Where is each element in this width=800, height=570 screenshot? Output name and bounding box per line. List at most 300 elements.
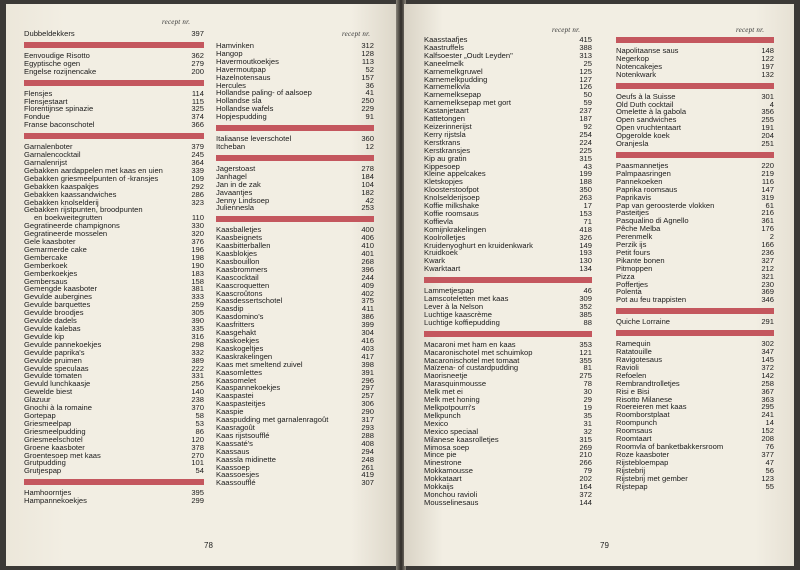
page-number-left: 78 (204, 541, 213, 550)
entry-title: Kaasballetjes (216, 225, 262, 235)
section-divider-bar (216, 216, 374, 222)
section-divider-bar (24, 42, 204, 48)
entry-title: Juliennesla (216, 203, 254, 213)
entry-title: Kaneelmelk (424, 58, 464, 68)
index-entry (216, 479, 374, 487)
entry-recipe-number: 266 (579, 458, 592, 468)
entry-title: Old Duth cocktail (616, 99, 674, 109)
entry-recipe-number: 193 (579, 248, 592, 258)
entry-recipe-number: 115 (191, 96, 204, 106)
index-entry (616, 318, 774, 326)
entry-recipe-number: 198 (191, 252, 204, 262)
entry-title: Pot au feu trappisten (616, 295, 687, 305)
entry-recipe-number: 251 (761, 139, 774, 149)
entry-recipe-number: 126 (579, 82, 592, 92)
entry-title: Gevulde tomaten (24, 371, 82, 381)
entry-recipe-number: 315 (579, 153, 592, 163)
entry-title: Gele kaasboter (24, 237, 76, 247)
entry-recipe-number: 145 (761, 355, 774, 364)
section-divider-bar (616, 83, 774, 89)
entry-title: Koffie milkshake (424, 201, 480, 211)
entry-recipe-number: 278 (361, 163, 374, 173)
entry-recipe-number: 236 (761, 247, 774, 257)
entry-recipe-number: 36 (365, 80, 374, 90)
entry-recipe-number: 399 (361, 320, 374, 330)
entry-title: Gembersaus (24, 276, 68, 286)
entry-recipe-number: 396 (361, 264, 374, 274)
entry-title: Roze kaasboter (616, 449, 670, 459)
entry-title: Fondue (24, 112, 50, 122)
entry-title: Griesmeelschotel (24, 434, 83, 444)
entry-title: Kaaspudding met garnalenragoût (216, 415, 329, 425)
entry-recipe-number: 254 (579, 129, 592, 139)
index-column-4 (616, 33, 774, 490)
section-divider-bar (24, 133, 204, 139)
entry-recipe-number: 263 (579, 193, 592, 203)
entry-title: Ramequin (616, 339, 651, 349)
entry-recipe-number: 323 (191, 197, 204, 207)
entry-recipe-number: 199 (579, 169, 592, 179)
index-entry (424, 412, 592, 420)
page-number-right: 79 (600, 541, 609, 550)
entry-title: Janhagel (216, 171, 247, 181)
entry-recipe-number: 248 (361, 454, 374, 464)
entry-title: Eenvoudige Risotto (24, 50, 90, 60)
entry-title: Gembercake (24, 252, 68, 262)
entry-title: Paprika roomsaus (616, 184, 678, 194)
entry-recipe-number: 196 (191, 244, 204, 254)
entry-title: Kruidenyoghurt en kruidenkwark (424, 240, 533, 250)
entry-title: Gemengde kaasboter (24, 284, 98, 294)
entry-recipe-number: 312 (361, 41, 374, 50)
entry-recipe-number: 128 (361, 48, 374, 58)
index-entry (616, 71, 774, 79)
entry-title: Ravioli (616, 362, 639, 372)
index-entry (24, 388, 204, 396)
entry-title: Gemarmerde cake (24, 244, 87, 254)
entry-title: Notencakejes (616, 61, 663, 71)
entry-recipe-number: 19 (583, 402, 592, 412)
entry-recipe-number: 410 (361, 241, 374, 251)
entry-recipe-number: 316 (191, 331, 204, 341)
entry-title: Hercules (216, 80, 246, 90)
entry-recipe-number: 331 (191, 371, 204, 381)
entry-title: Kaassoesjes (216, 470, 260, 480)
entry-title: Havermoutkoekjes (216, 56, 279, 66)
column-header-recept-nr: recept nr. (342, 30, 371, 38)
entry-recipe-number: 301 (761, 91, 774, 101)
entry-recipe-number: 88 (583, 317, 592, 327)
entry-recipe-number: 132 (761, 69, 774, 79)
entry-recipe-number: 290 (361, 407, 374, 417)
entry-recipe-number: 363 (761, 394, 774, 404)
entry-title: Kwarktaart (424, 264, 461, 274)
entry-title: Jan in de zak (216, 179, 261, 189)
entry-title: Melk met ei (424, 387, 463, 397)
entry-recipe-number: 411 (361, 304, 374, 314)
entry-recipe-number: 52 (365, 64, 374, 74)
entry-recipe-number: 78 (583, 379, 592, 389)
entry-title: Paprikavis (616, 192, 652, 202)
entry-title: Ravigotesaus (616, 355, 663, 364)
entry-recipe-number: 17 (583, 201, 592, 211)
right-page (404, 4, 794, 566)
entry-recipe-number: 101 (191, 458, 204, 468)
entry-recipe-number: 400 (361, 225, 374, 235)
index-entry (216, 113, 374, 121)
entry-title: Kaascroûtons (216, 288, 263, 298)
entry-title: Flensjes (24, 88, 53, 98)
entry-recipe-number: 81 (583, 363, 592, 373)
entry-title: Open sandwiches (616, 115, 677, 125)
entry-recipe-number: 225 (579, 145, 592, 155)
left-page (6, 4, 398, 566)
entry-recipe-number: 419 (361, 470, 374, 480)
index-entry (24, 497, 204, 505)
entry-recipe-number: 415 (579, 35, 592, 44)
entry-title: Oeufs à la Suisse (616, 91, 676, 101)
entry-recipe-number: 403 (361, 343, 374, 353)
entry-title: Kaasdomino's (216, 312, 264, 322)
entry-title: en boekweitegrutten (34, 213, 103, 223)
entry-title: Grutpudding (24, 458, 66, 468)
entry-title: Hazelnotensaus (216, 72, 271, 82)
entry-recipe-number: 219 (761, 168, 774, 178)
column-header-recept-nr: recept nr. (162, 18, 191, 26)
entry-recipe-number: 71 (583, 216, 592, 226)
entry-title: Roomtaart (616, 434, 652, 444)
entry-recipe-number: 46 (583, 286, 592, 296)
entry-title: Roomvla of banketbakkersroom (616, 441, 724, 451)
entry-recipe-number: 241 (761, 410, 774, 420)
entry-title: Luchtige koffiepudding (424, 317, 500, 327)
entry-recipe-number: 390 (191, 316, 204, 326)
entry-recipe-number: 116 (761, 176, 774, 186)
entry-title: Kaassoep (216, 462, 250, 472)
index-entry (24, 30, 204, 38)
entry-title: Gevulde aubergines (24, 292, 92, 302)
entry-title: Kaaspie (216, 407, 244, 417)
entry-recipe-number: 295 (761, 402, 774, 412)
entry-title: Karnemelksepap met gort (424, 98, 511, 108)
entry-title: Kaaskrakelingen (216, 351, 273, 361)
entry-recipe-number: 299 (191, 496, 204, 506)
entry-recipe-number: 378 (191, 442, 204, 452)
entry-title: Groene kaasboter (24, 442, 85, 452)
entry-title: Pikante bonen (616, 255, 665, 265)
entry-title: Melkpunch (424, 410, 461, 420)
entry-recipe-number: 330 (191, 221, 204, 231)
entry-title: Rijstepap (616, 481, 648, 491)
entry-title: Negerkop (616, 53, 649, 63)
entry-title: Kaastruffels (424, 42, 464, 52)
entry-title: Perenmelk (616, 232, 653, 242)
entry-title: Kaasfritters (216, 320, 255, 330)
entry-title: Hollandse paling- of aalsoep (216, 88, 312, 98)
entry-recipe-number: 402 (361, 288, 374, 298)
entry-recipe-number: 212 (761, 263, 774, 273)
index-entry (424, 265, 592, 273)
entry-recipe-number: 291 (761, 317, 774, 327)
entry-recipe-number: 43 (583, 161, 592, 171)
entry-title: Gevulde pannekoekjes (24, 339, 102, 349)
entry-recipe-number: 361 (761, 216, 774, 226)
entry-recipe-number: 397 (191, 29, 204, 38)
column-header-recept-nr: recept nr. (736, 26, 765, 34)
entry-title: Gevulde speculaas (24, 363, 89, 373)
entry-recipe-number: 59 (583, 98, 592, 108)
entry-title: Kaasdip (216, 304, 244, 314)
index-entry (24, 467, 204, 475)
entry-title: Macaronischotel met tomaat (424, 355, 520, 365)
entry-recipe-number: 237 (579, 106, 592, 116)
entry-recipe-number: 377 (761, 449, 774, 459)
entry-title: Kaascocktail (216, 272, 259, 282)
index-entry (616, 356, 774, 364)
entry-title: Karnemelkvla (424, 82, 471, 92)
entry-title: Rijstebrij met gember (616, 473, 688, 483)
entry-title: Keizerinnerijst (424, 121, 472, 131)
entry-recipe-number: 113 (361, 56, 374, 66)
entry-title: Hopjespudding (216, 112, 267, 122)
entry-title: Grutjespap (24, 466, 62, 476)
entry-title: Javaantjes (216, 187, 253, 197)
entry-recipe-number: 42 (365, 195, 374, 205)
entry-title: Maorisneetje (424, 371, 468, 381)
entry-recipe-number: 104 (361, 179, 374, 189)
entry-recipe-number: 2 (769, 232, 774, 242)
entry-title: Kaaskoekjes (216, 336, 260, 345)
entry-title: Risi e Bisi (616, 386, 650, 396)
entry-recipe-number: 309 (579, 294, 592, 304)
entry-title: Gegratineerde champignons (24, 221, 120, 231)
entry-title: Hollandse sla (216, 96, 262, 106)
index-column-1 (24, 30, 204, 505)
index-entry (424, 499, 592, 507)
entry-recipe-number: 376 (191, 237, 204, 247)
entry-recipe-number: 230 (761, 279, 774, 289)
entry-title: Gewelde biest (24, 387, 73, 397)
entry-title: Kaasdessertschotel (216, 296, 283, 306)
entry-title: Glazuur (24, 395, 51, 405)
entry-recipe-number: 25 (583, 58, 592, 68)
entry-recipe-number: 275 (579, 371, 592, 381)
entry-title: Havermoutpap (216, 64, 266, 74)
entry-recipe-number: 355 (579, 355, 592, 365)
section-divider-bar (216, 125, 374, 131)
entry-title: Jenny Lindsoep (216, 195, 270, 205)
entry-title: Kaasbrommers (216, 264, 268, 274)
entry-recipe-number: 261 (361, 462, 374, 472)
entry-title: Franse baconschotel (24, 120, 95, 130)
entry-title: Kaasblokjes (216, 249, 257, 259)
entry-recipe-number: 125 (579, 66, 592, 76)
entry-title: Florentijnse spinazie (24, 104, 94, 114)
entry-title: Kaas rijstsoufflé (216, 430, 270, 440)
entry-title: Mokkamousse (424, 466, 473, 476)
index-entry (424, 319, 592, 327)
entry-recipe-number: 372 (761, 362, 774, 372)
entry-title: Lamscoteletten met kaas (424, 294, 509, 304)
entry-recipe-number: 164 (579, 482, 592, 492)
entry-title: Kaassoufflé (216, 478, 256, 488)
entry-title: Karnemelkpudding (424, 74, 488, 84)
entry-title: Pêche Melba (616, 224, 661, 234)
entry-title: Quiche Lorraine (616, 317, 671, 327)
entry-recipe-number: 109 (191, 173, 204, 183)
entry-title: Petit fours (616, 247, 651, 257)
entry-title: Jagerstoast (216, 163, 256, 173)
entry-title: Kletskopjes (424, 177, 463, 187)
entry-title: Risotto Milanese (616, 394, 673, 404)
entry-recipe-number: 53 (195, 418, 204, 428)
entry-title: Minestrone (424, 458, 462, 468)
entry-recipe-number: 188 (579, 177, 592, 187)
entry-recipe-number: 30 (583, 387, 592, 397)
entry-title: Roereieren met kaas (616, 402, 687, 412)
entry-title: Milanese kaasrolletjes (424, 434, 499, 444)
entry-recipe-number: 335 (191, 324, 204, 333)
index-entry (424, 249, 592, 257)
entry-recipe-number: 238 (191, 395, 204, 405)
entry-title: Kaasbeignets (216, 233, 263, 243)
entry-recipe-number: 157 (361, 72, 374, 82)
entry-title: Macaroni met ham en kaas (424, 339, 516, 349)
section-divider-bar (216, 155, 374, 161)
index-entry (24, 68, 204, 76)
section-divider-bar (424, 331, 592, 337)
entry-title: Kerry rijstsla (424, 129, 466, 139)
entry-recipe-number: 259 (191, 300, 204, 310)
entry-title: Mokkataart (424, 474, 462, 484)
entry-recipe-number: 418 (579, 224, 592, 234)
entry-title: Opgerolde koek (616, 131, 670, 141)
entry-title: Groentesoep met kaas (24, 450, 101, 460)
entry-recipe-number: 32 (583, 426, 592, 436)
entry-title: Mexico speciaal (424, 426, 479, 436)
entry-title: Itcheban (216, 141, 246, 151)
entry-title: Melkpotpourri's (424, 402, 476, 412)
entry-title: Kaassaté's (216, 438, 253, 448)
entry-recipe-number: 190 (191, 260, 204, 270)
entry-title: Gebakken knolselderij (24, 197, 99, 207)
entry-recipe-number: 110 (191, 213, 204, 223)
entry-title: Kwark (424, 256, 446, 266)
section-divider-bar (616, 37, 774, 43)
entry-title: Garnalencocktail (24, 150, 81, 160)
entry-recipe-number: 372 (579, 489, 592, 499)
entry-recipe-number: 31 (583, 418, 592, 428)
entry-title: Refoelen (616, 370, 647, 380)
entry-title: Kruidkoek (424, 248, 458, 258)
entry-recipe-number: 391 (361, 367, 374, 377)
entry-recipe-number: 152 (761, 426, 774, 436)
entry-title: Koffie roomsaus (424, 208, 479, 218)
entry-title: Gevulde kalebas (24, 324, 81, 333)
entry-title: Koffievla (424, 216, 453, 226)
entry-recipe-number: 398 (361, 359, 374, 369)
entry-title: Kaasbitterballen (216, 241, 271, 251)
entry-recipe-number: 127 (579, 74, 592, 84)
entry-recipe-number: 379 (191, 142, 204, 152)
entry-recipe-number: 92 (583, 121, 592, 131)
entry-recipe-number: 408 (361, 438, 374, 448)
entry-title: Kattetongen (424, 114, 465, 124)
entry-recipe-number: 353 (579, 339, 592, 349)
entry-title: Gegratineerde mosselen (24, 229, 108, 239)
entry-title: Kerstkrans (424, 137, 461, 147)
entry-recipe-number: 123 (761, 473, 774, 483)
entry-title: Kaasomlettes (216, 367, 263, 377)
entry-title: Napolitaanse saus (616, 46, 679, 55)
entry-title: Notenkwark (616, 69, 657, 79)
entry-title: Maïzena- of custardpudding (424, 363, 519, 373)
entry-recipe-number: 35 (583, 410, 592, 420)
entry-recipe-number: 307 (361, 478, 374, 488)
entry-recipe-number: 352 (579, 302, 592, 311)
entry-recipe-number: 148 (761, 46, 774, 55)
entry-title: Hamvinken (216, 41, 254, 50)
entry-title: Rembrandtrolletjes (616, 378, 680, 388)
entry-recipe-number: 56 (765, 465, 774, 475)
entry-title: Garnalenrijst (24, 157, 68, 167)
entry-title: Macaronischotel met schuimkop (424, 347, 533, 357)
entry-title: Engelse rozijnencake (24, 66, 97, 76)
index-column-2 (216, 42, 374, 487)
entry-title: Kaaspannekoekjes (216, 383, 281, 393)
entry-recipe-number: 79 (583, 466, 592, 476)
entry-title: Kaassaus (216, 446, 250, 456)
entry-title: Kaassla midinette (216, 454, 276, 464)
entry-title: Gebakken kaaspakjes (24, 181, 99, 191)
entry-title: Gevulde paprika's (24, 347, 85, 357)
entry-recipe-number: 347 (761, 347, 774, 357)
entry-recipe-number: 339 (191, 165, 204, 175)
entry-recipe-number: 86 (195, 426, 204, 436)
entry-recipe-number: 158 (191, 276, 204, 286)
entry-recipe-number: 244 (361, 272, 374, 282)
entry-recipe-number: 191 (761, 123, 774, 133)
entry-recipe-number: 222 (191, 363, 204, 373)
entry-recipe-number: 41 (365, 88, 374, 98)
entry-title: Kaaskogeltjes (216, 343, 264, 353)
entry-recipe-number: 401 (361, 249, 374, 259)
entry-recipe-number: 325 (191, 104, 204, 114)
entry-title: Pitmoppen (616, 263, 653, 273)
entry-recipe-number: 144 (579, 497, 592, 507)
entry-title: Kaaspastei (216, 391, 254, 401)
entry-recipe-number: 374 (191, 112, 204, 122)
entry-recipe-number: 183 (191, 268, 204, 278)
entry-title: Poffertjes (616, 279, 648, 289)
entry-recipe-number: 321 (761, 271, 774, 281)
entry-title: Mokkaijs (424, 482, 454, 492)
entry-title: Hangop (216, 48, 243, 58)
entry-recipe-number: 320 (191, 229, 204, 239)
index-entry (216, 143, 374, 151)
index-column-3 (424, 36, 592, 507)
entry-recipe-number: 29 (583, 395, 592, 405)
entry-title: Gebakken aardappelen met kaas en uien (24, 165, 163, 175)
entry-recipe-number: 293 (361, 422, 374, 432)
entry-recipe-number: 385 (579, 309, 592, 319)
entry-title: Open vruchtentaart (616, 123, 682, 133)
entry-title: Kippesoep (424, 161, 460, 171)
entry-title: Egyptische ogen (24, 58, 81, 68)
entry-recipe-number: 386 (361, 312, 374, 322)
entry-recipe-number: 216 (761, 208, 774, 218)
entry-title: Kloosterstoofpot (424, 185, 479, 195)
